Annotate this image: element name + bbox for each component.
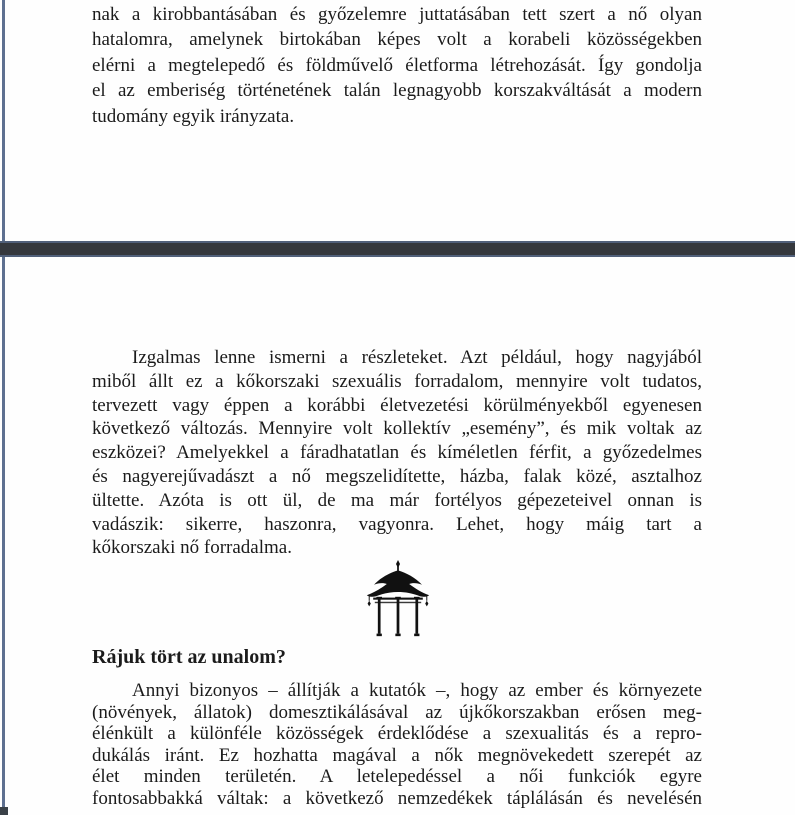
text-line: Annyi bizonyos – állítják a kutatók –, hogy az ember és környezete: [132, 680, 702, 701]
page1-paragraph: [92, 2, 702, 129]
page-left-border: [2, 0, 5, 815]
text-line: következő változás. Mennyire volt kollektív „esemény”, és mik voltak az: [92, 418, 702, 440]
text-line: élet minden területén. A letelepedéssel a női funkciók egyre: [92, 766, 702, 788]
text-line: fontosabbakká váltak: a következő nemzedékek táplálásán és nevelésén: [92, 787, 702, 809]
text-line: hatalomra, amelynek birtokában képes volt a korabeli közösségekben: [92, 29, 702, 51]
text-line: tudomány egyik irányzata.: [92, 105, 295, 127]
text-line: elérni a megtelepedő és földművelő életforma létrehozását. Így gondolja: [92, 54, 702, 76]
text-line: miből állt ez a kőkorszaki szexuális forradalom, mennyire volt tudatos,: [92, 370, 702, 392]
text-line: el az emberiség történetének talán legnagyobb korszakváltását a modern: [92, 80, 702, 102]
pagoda-ornament-icon: [355, 560, 441, 640]
bottom-left-separator-fragment: [0, 807, 8, 815]
text-line: élénkült a különféle közösségek érdeklődése a szexualitás és a repro-: [92, 723, 702, 745]
text-line: vadászik: sikerre, haszonra, vagyonra. Lehet, hogy máig tart a: [92, 513, 702, 535]
section-heading: Rájuk tört az unalom?: [92, 646, 286, 668]
text-line: és nagyerejűvadászt a nő megszelidítette, házba, falak közé, asztalhoz: [92, 465, 702, 487]
text-line: nak a kirobbantásában és győzelemre juttatásában tett szert a nő olyan: [92, 4, 702, 25]
text-line: dukálás iránt. Ez hozhatta magával a nők megnövekedett szerepét az: [92, 744, 702, 766]
page2-paragraph-1: [92, 346, 702, 560]
text-line: (növények, állatok) domesztikálásával az újkőkorszakban erősen meg-: [92, 701, 702, 723]
text-line: Izgalmas lenne ismerni a részleteket. Azt például, hogy nagyjából: [132, 347, 702, 368]
page-separator-bar: [0, 241, 795, 257]
text-line: eszközei? Amelyekkel a fáradhatatlan és kíméletlen férfit, a győzedelmes: [92, 442, 702, 464]
text-line: ültette. Azóta is ott ül, de ma már fortélyos gépezeteivel onnan is: [92, 489, 702, 511]
text-line: tervezett vagy éppen a korábbi életvezetési körülményekből egyenesen: [92, 394, 702, 416]
text-line: kőkorszaki nő forradalma.: [92, 537, 292, 559]
page2-paragraph-2: [92, 680, 702, 810]
